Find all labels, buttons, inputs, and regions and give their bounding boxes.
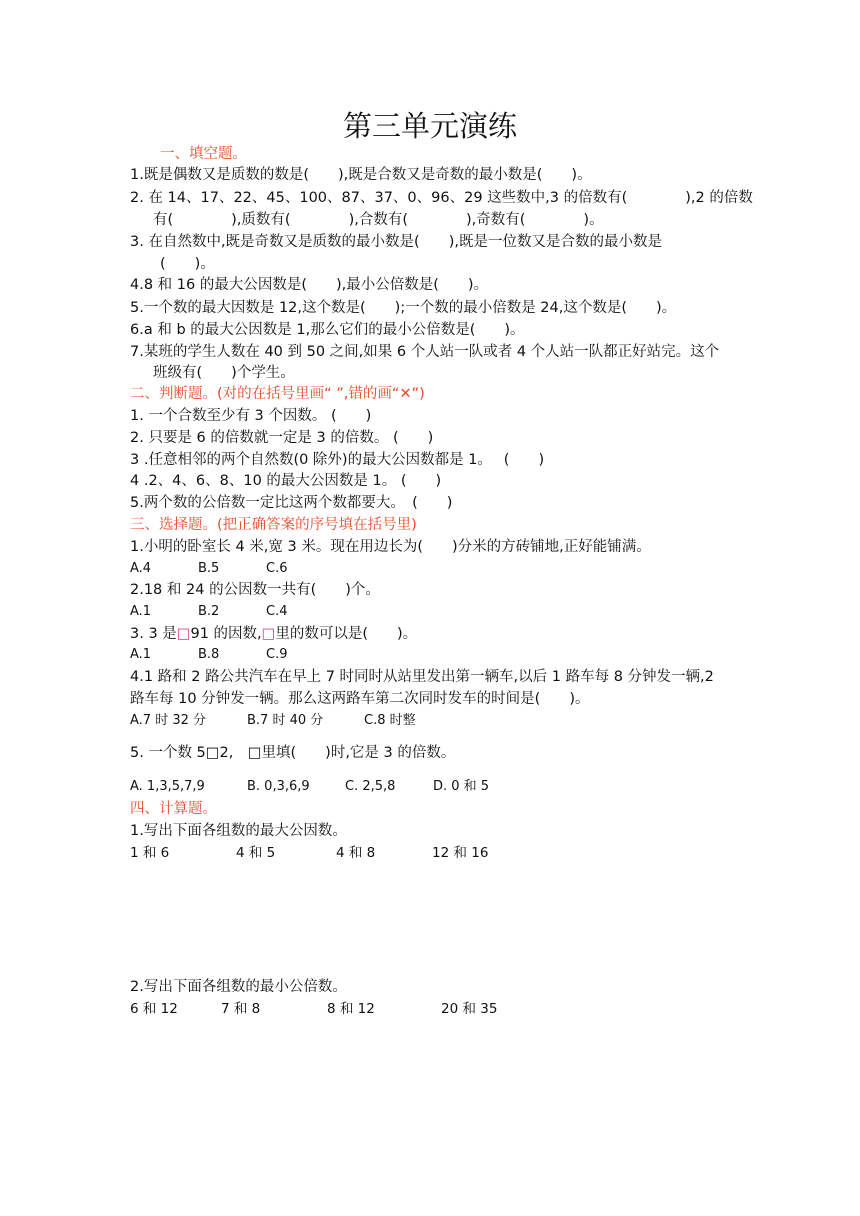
option-b: B.8: [198, 647, 220, 662]
number-pair: 4 和 5: [236, 845, 276, 861]
s3-question-2: 2.18 和 24 的公因数一共有( )个。: [130, 582, 380, 598]
number-pair: 4 和 8: [336, 845, 376, 861]
section-4-heading: 四、计算题。: [130, 801, 217, 817]
s3-question-4-line-2: 路车每 10 分钟发一辆。那么这两路车第二次同时发车的时间是( )。: [130, 691, 590, 707]
option-a: A.1: [130, 604, 152, 619]
option-a: A. 1,3,5,7,9: [130, 779, 205, 794]
s1-question-3-line-2: ( )。: [160, 256, 215, 272]
section-3-heading: 三、选择题。(把正确答案的序号填在括号里): [130, 517, 417, 533]
option-d: D. 0 和 5: [433, 779, 490, 794]
option-b: B.7 时 40 分: [247, 713, 324, 728]
s1-question-7-line-1: 7.某班的学生人数在 40 到 50 之间,如果 6 个人站一队或者 4 个人站一队都正好站完。这个: [130, 344, 720, 360]
blank-box-icon: □: [261, 626, 276, 642]
s2-question-1: 1. 一个合数至少有 3 个因数。 ( ): [130, 408, 372, 424]
s3-q3-prefix: 3. 3 是: [130, 626, 177, 642]
s2-question-2: 2. 只要是 6 的倍数就一定是 3 的倍数。 ( ): [130, 430, 434, 446]
option-b: B. 0,3,6,9: [247, 779, 310, 794]
s3-question-4-options: [130, 711, 416, 731]
s1-question-2-line-1: 2. 在 14、17、22、45、100、87、37、0、96、29 这些数中,3 的倍数有( ),2 的倍数: [130, 190, 753, 206]
s1-question-2-line-2: 有( ),质数有( ),合数有( ),奇数有( )。: [153, 212, 604, 228]
number-pair: 8 和 12: [327, 1001, 375, 1017]
s2-question-3: 3 .任意相邻的两个自然数(0 除外)的最大公因数都是 1。 ( ): [130, 452, 545, 468]
number-pair: 7 和 8: [221, 1001, 261, 1017]
s3-question-4-line-1: 4.1 路和 2 路公共汽车在早上 7 时同时从站里发出第一辆车,以后 1 路车每 8 分钟发一辆,2: [130, 669, 714, 685]
option-c: C. 2,5,8: [345, 779, 396, 794]
page-title: 第三单元演练: [342, 109, 517, 143]
s3-question-5: 5. 一个数 5□2, □里填( )时,它是 3 的倍数。: [130, 745, 456, 761]
s3-question-3: [130, 624, 417, 644]
section-2-heading: 二、判断题。(对的在括号里画“ ”,错的画“✕”): [130, 386, 425, 402]
option-b: B.5: [198, 561, 220, 576]
s4-question-2: 2.写出下面各组数的最小公倍数。: [130, 979, 347, 995]
s1-question-7-line-2: 班级有( )个学生。: [153, 365, 295, 381]
s1-question-3-line-1: 3. 在自然数中,既是奇数又是质数的最小数是( ),既是一位数又是合数的最小数是: [130, 234, 662, 250]
s3-question-5-options: [130, 777, 489, 797]
s4-question-1-items: [130, 843, 488, 863]
s1-question-1: 1.既是偶数又是质数的数是( ),既是合数又是奇数的最小数是( )。: [130, 167, 592, 183]
number-pair: 20 和 35: [441, 1001, 498, 1017]
option-a: A.1: [130, 647, 152, 662]
s3-question-2-options: [130, 602, 287, 622]
s4-question-2-items: [130, 999, 497, 1019]
number-pair: 12 和 16: [432, 845, 489, 861]
blank-box-icon: □: [176, 626, 191, 642]
s3-question-1: 1.小明的卧室长 4 米,宽 3 米。现在用边长为( )分米的方砖铺地,正好能铺满。: [130, 539, 651, 555]
section-1-heading: 一、填空题。: [160, 146, 247, 162]
s1-question-5: 5.一个数的最大因数是 12,这个数是( );一个数的最小倍数是 24,这个数是( )。: [130, 300, 677, 316]
s3-question-1-options: [130, 559, 287, 579]
s3-question-3-options: [130, 645, 287, 665]
option-a: A.7 时 32 分: [130, 713, 207, 728]
option-c: C.9: [266, 647, 288, 662]
s3-q3-suffix: 里的数可以是( )。: [275, 626, 418, 642]
option-a: A.4: [130, 561, 152, 576]
option-c: C.6: [266, 561, 288, 576]
number-pair: 1 和 6: [130, 845, 170, 861]
option-c: C.4: [266, 604, 288, 619]
option-b: B.2: [198, 604, 220, 619]
s1-question-4: 4.8 和 16 的最大公因数是( ),最小公倍数是( )。: [130, 277, 489, 293]
s4-question-1: 1.写出下面各组数的最大公因数。: [130, 823, 347, 839]
s2-question-5: 5.两个数的公倍数一定比这两个数都要大。 ( ): [130, 495, 453, 511]
number-pair: 6 和 12: [130, 1001, 178, 1017]
s3-q3-middle: 91 的因数,: [190, 626, 262, 642]
option-c: C.8 时整: [364, 713, 416, 728]
s2-question-4: 4 .2、4、6、8、10 的最大公因数是 1。 ( ): [130, 473, 442, 489]
s1-question-6: 6.a 和 b 的最大公因数是 1,那么它们的最小公倍数是( )。: [130, 322, 525, 338]
